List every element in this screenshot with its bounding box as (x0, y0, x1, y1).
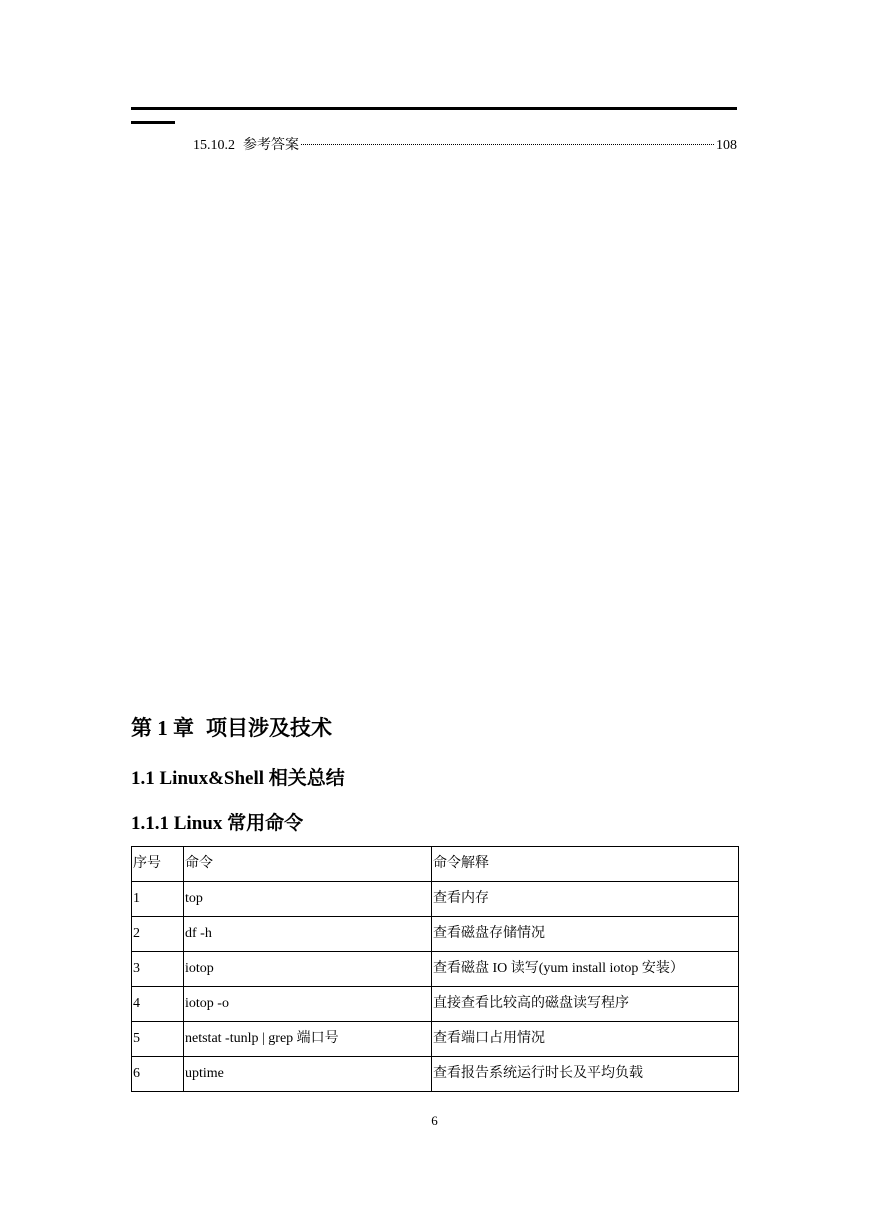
cell-number: 4 (132, 987, 184, 1022)
horizontal-rule-continuation (131, 121, 175, 124)
table-row (132, 987, 739, 1022)
cell-command: iotop -o (184, 987, 432, 1022)
toc-entry-page: 108 (716, 138, 737, 153)
cell-command: netstat -tunlp | grep 端口号 (184, 1022, 432, 1057)
table-header-row (132, 847, 739, 882)
cell-command: uptime (184, 1057, 432, 1092)
cell-description: 查看端口占用情况 (432, 1022, 739, 1057)
cell-description: 查看内存 (432, 882, 739, 917)
chapter-heading (131, 714, 332, 742)
section-heading: 1.1 Linux&Shell 相关总结 (131, 768, 345, 789)
table-row (132, 917, 739, 952)
horizontal-rule (131, 107, 737, 110)
cell-number: 3 (132, 952, 184, 987)
toc-entry-number: 15.10.2 (193, 138, 235, 153)
cell-description: 查看磁盘 IO 读写(yum install iotop 安装） (432, 952, 739, 987)
header-cell-command: 命令 (184, 847, 432, 882)
table-row (132, 1022, 739, 1057)
table-row (132, 952, 739, 987)
header-cell-number: 序号 (132, 847, 184, 882)
cell-number: 5 (132, 1022, 184, 1057)
toc-entry[interactable] (193, 137, 737, 155)
table-row (132, 1057, 739, 1092)
chapter-label: 第 1 章 (131, 716, 194, 740)
cell-description: 查看报告系统运行时长及平均负载 (432, 1057, 739, 1092)
subsection-heading: 1.1.1 Linux 常用命令 (131, 813, 304, 834)
toc-entry-title: 参考答案 (243, 138, 299, 153)
header-cell-description: 命令解释 (432, 847, 739, 882)
cell-number: 2 (132, 917, 184, 952)
cell-number: 6 (132, 1057, 184, 1092)
chapter-title: 项目涉及技术 (206, 716, 332, 740)
cell-command: iotop (184, 952, 432, 987)
linux-commands-table (131, 846, 739, 1092)
cell-command: df -h (184, 917, 432, 952)
page-number: 6 (431, 1113, 438, 1128)
cell-number: 1 (132, 882, 184, 917)
cell-command: top (184, 882, 432, 917)
toc-dot-leader (301, 144, 714, 145)
cell-description: 直接查看比较高的磁盘读写程序 (432, 987, 739, 1022)
table-row (132, 882, 739, 917)
cell-description: 查看磁盘存储情况 (432, 917, 739, 952)
